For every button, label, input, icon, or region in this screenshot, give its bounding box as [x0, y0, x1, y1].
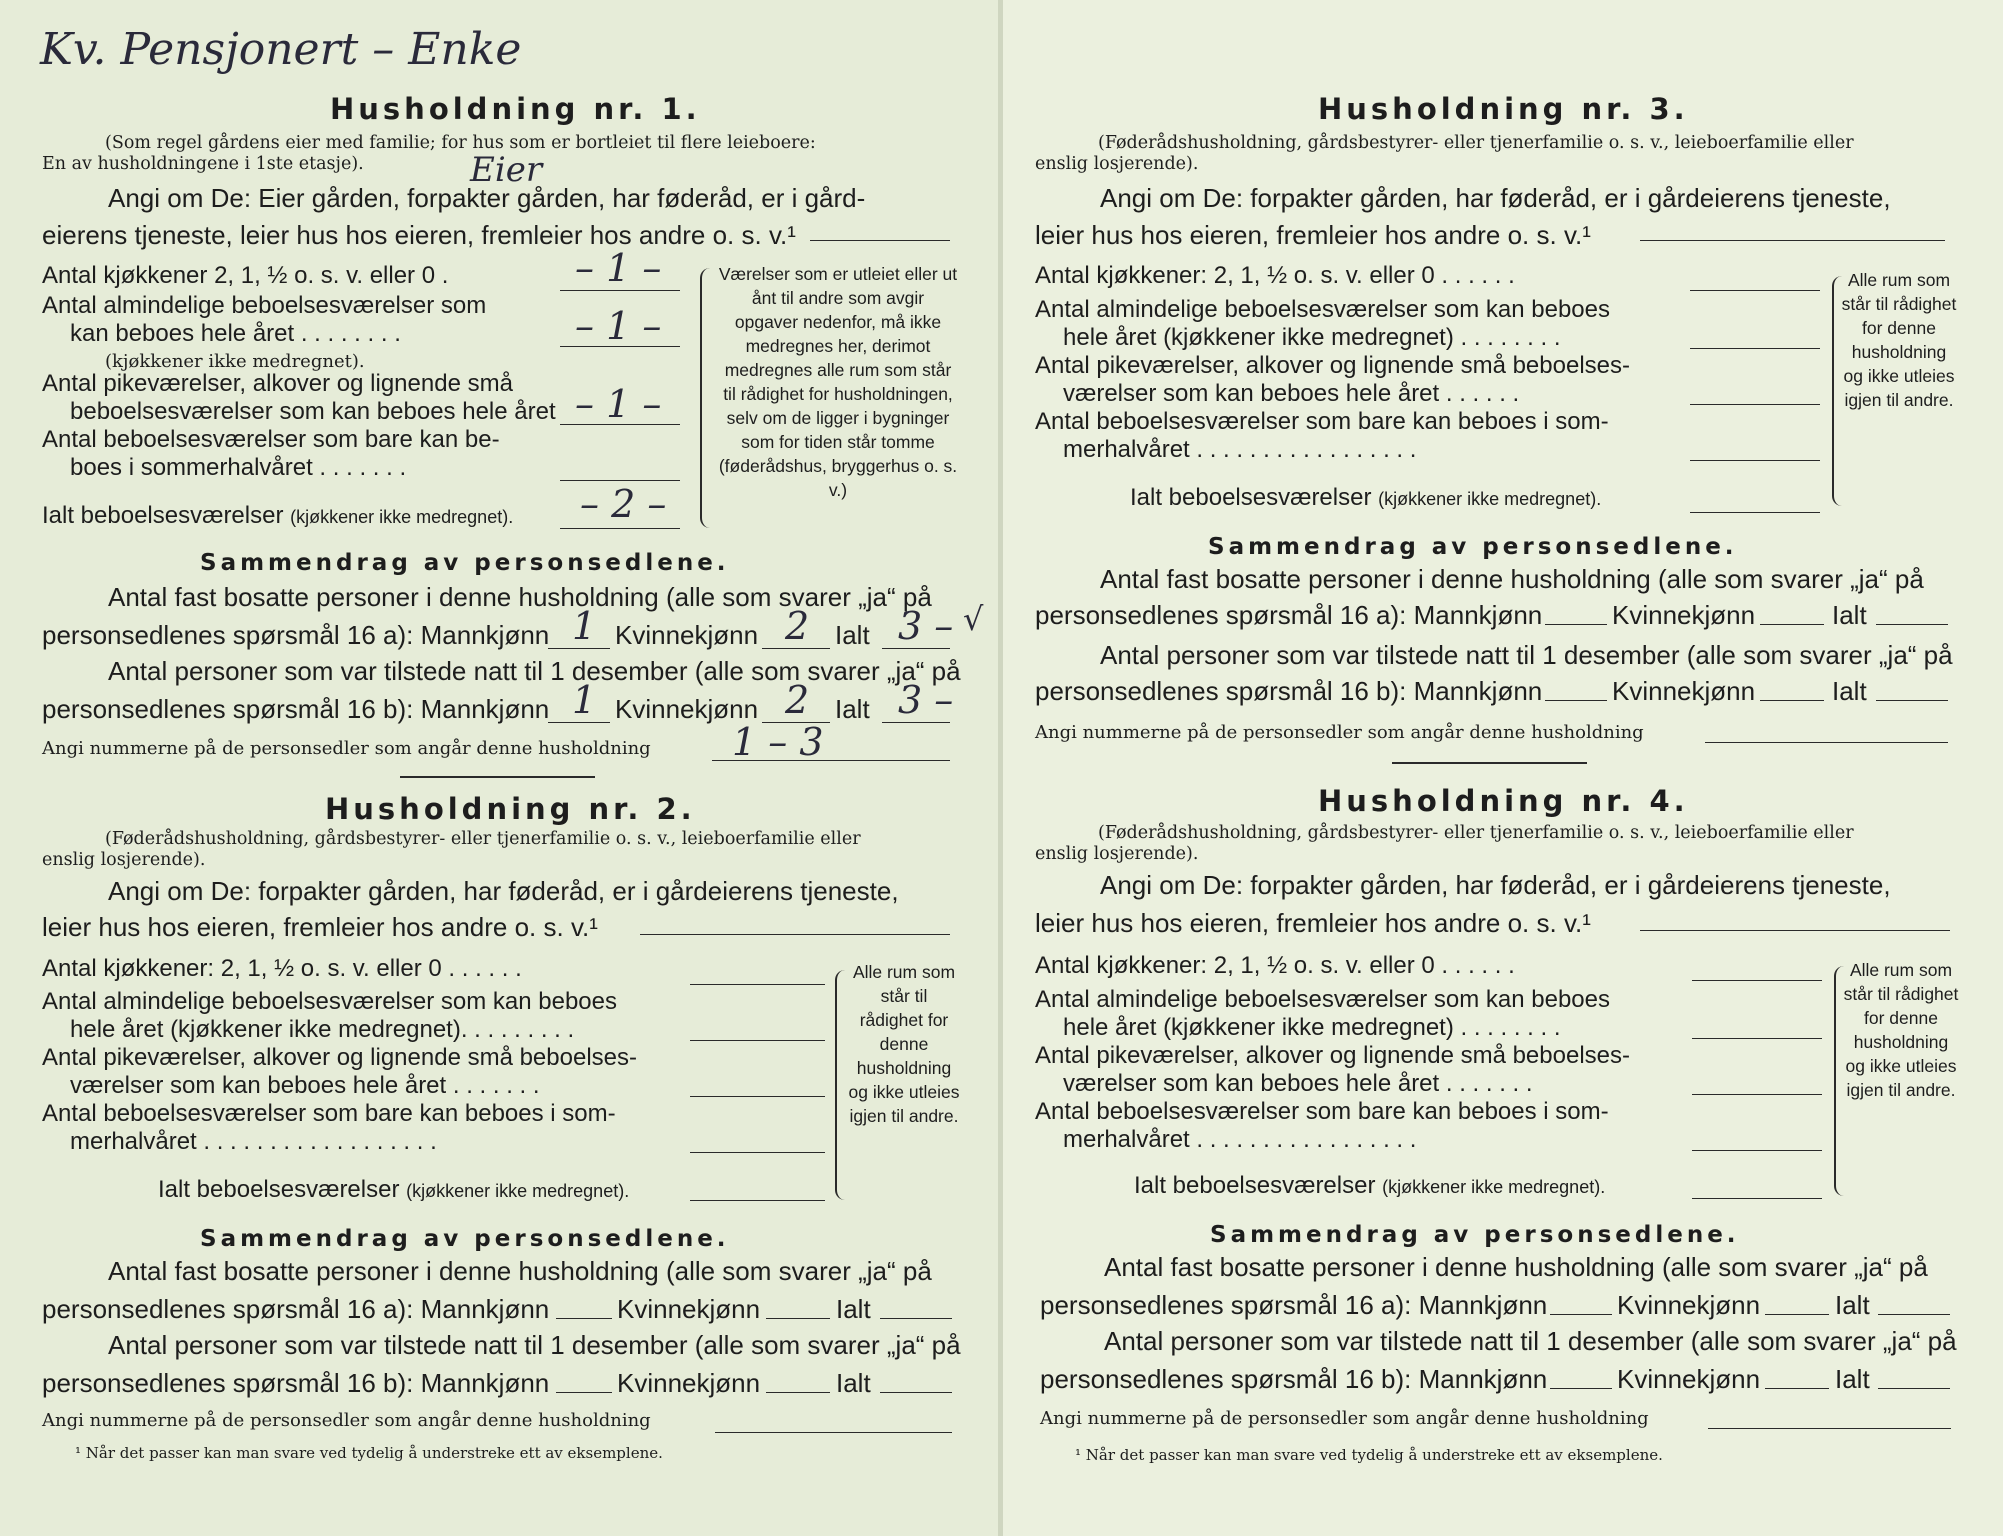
h3-title: Husholdning nr. 3. [1318, 92, 1689, 126]
h2-row-maid: Antal pikeværelser, alkover og lignende små beboelses- [42, 1044, 637, 1071]
h3-divider [1392, 762, 1587, 764]
h1-title: Husholdning nr. 1. [330, 92, 701, 126]
h4-nummer-label: Angi nummerne på de personsedler som angår denne husholdning [1040, 1408, 1649, 1429]
h1-s1-female-label: Kvinnekjønn [615, 620, 759, 650]
h1-s1-female: 2 [785, 604, 810, 648]
h4-note-line2: enslig losjerende). [1035, 844, 1199, 864]
h4-angi-line2: leier hus hos eieren, fremleier hos andre o. s. v.¹ [1035, 908, 1591, 938]
h1-row-rooms: Antal almindelige beboelsesværelser som [42, 292, 487, 319]
h1-nummer-value: 1 – 3 [732, 720, 824, 764]
h1-s2-female-label: Kvinnekjønn [615, 694, 759, 724]
h4-total-label: Ialt beboelsesværelser (kjøkkener ikke medregnet). [1134, 1172, 1606, 1199]
h2-row-rooms-2: hele året (kjøkkener ikke medregnet). . . . . . . . . [70, 1016, 575, 1043]
h3-s1-line1: Antal fast bosatte personer i denne husholdning (alle som svarer „ja“ på [1100, 564, 1924, 594]
h3-s2-line2: personsedlenes spørsmål 16 b): Mannkjønn [1035, 676, 1543, 706]
h1-side-brace [700, 268, 712, 528]
h3-angi-line1: Angi om De: forpakter gården, har føderåd, er i gårdeierens tjeneste, [1100, 183, 1891, 213]
h1-divider [400, 776, 595, 778]
h1-row-kitchens: Antal kjøkkener 2, 1, ½ o. s. v. eller 0 . [42, 262, 449, 289]
h4-row-rooms-2: hele året (kjøkkener ikke medregnet) . . . . . . . . [1063, 1014, 1561, 1041]
h1-s1-total: 3 – [898, 604, 954, 648]
h3-s1-line2: personsedlenes spørsmål 16 a): Mannkjønn [1035, 600, 1543, 630]
h4-row-rooms: Antal almindelige beboelsesværelser som kan beboes [1035, 986, 1610, 1013]
h2-row-rooms: Antal almindelige beboelsesværelser som kan beboes [42, 988, 617, 1015]
h2-s2-line2: personsedlenes spørsmål 16 b): Mannkjønn [42, 1368, 550, 1398]
h1-rooms-value: – 1 – [575, 304, 662, 348]
h2-nummer-label: Angi nummerne på de personsedler som angår denne husholdning [42, 1410, 651, 1431]
h1-row-maid: Antal pikeværelser, alkover og lignende små [42, 370, 513, 397]
h2-angi-line1: Angi om De: forpakter gården, har føderåd, er i gårdeierens tjeneste, [108, 876, 899, 906]
h3-note-line2: enslig losjerende). [1035, 154, 1199, 174]
h3-row-maid-2: værelser som kan beboes hele året . . . . . . [1063, 380, 1520, 407]
h2-side-text: Alle rum som står til rådighet for denne husholdning og ikke utleies igjen til andre. [848, 962, 960, 1126]
h3-s2-line1: Antal personer som var tilstede natt til 1 desember (alle som svarer „ja“ på [1100, 640, 1953, 670]
h3-summary-title: Sammendrag av personsedlene. [1208, 534, 1738, 560]
h4-s2-total-label: Ialt [1835, 1364, 1870, 1394]
h2-s1-total-label: Ialt [836, 1294, 871, 1324]
h1-row-maid-2: beboelsesværelser som kan beboes hele året [70, 398, 556, 425]
h1-s1-total-label: Ialt [835, 620, 870, 650]
h2-side-brace [835, 970, 847, 1200]
h1-s2-line2: personsedlenes spørsmål 16 b): Mannkjønn [42, 694, 550, 724]
h1-nummer-label: Angi nummerne på de personsedler som angår denne husholdning [42, 738, 651, 759]
h1-summary-title: Sammendrag av personsedlene. [200, 550, 730, 576]
h1-row-summer-2: boes i sommerhalvåret . . . . . . . [70, 454, 407, 481]
h1-s2-line1: Antal personer som var tilstede natt til 1 desember (alle som svarer „ja“ på [108, 656, 961, 686]
h1-s2-male: 1 [572, 678, 597, 722]
h1-s1-line2: personsedlenes spørsmål 16 a): Mannkjønn [42, 620, 550, 650]
h1-s2-total-label: Ialt [835, 694, 870, 724]
h3-row-maid: Antal pikeværelser, alkover og lignende små beboelses- [1035, 352, 1630, 379]
h4-s2-female-label: Kvinnekjønn [1617, 1364, 1761, 1394]
h1-row-rooms-2: kan beboes hele året . . . . . . . . [70, 320, 401, 347]
h3-side-text: Alle rum som står til rådighet for denne husholdning og ikke utleies igjen til andre. [1841, 270, 1957, 410]
h4-side-text: Alle rum som står til rådighet for denne husholdning og ikke utleies igjen til andre. [1843, 960, 1959, 1100]
h2-note-line1: (Føderådshusholdning, gårdsbestyrer- eller tjenerfamilie o. s. v., leieboerfamilie eller [105, 829, 861, 849]
h4-row-summer: Antal beboelsesværelser som bare kan beboes i som- [1035, 1098, 1609, 1125]
h3-s1-total-label: Ialt [1832, 600, 1867, 630]
h4-s1-line1: Antal fast bosatte personer i denne husholdning (alle som svarer „ja“ på [1104, 1252, 1928, 1282]
h1-s2-female: 2 [785, 678, 810, 722]
h4-row-maid-2: værelser som kan beboes hele året . . . . . . . [1063, 1070, 1533, 1097]
h1-s1-line1: Antal fast bosatte personer i denne husholdning (alle som svarer „ja“ på [108, 582, 932, 612]
h4-title: Husholdning nr. 4. [1318, 784, 1689, 818]
h3-row-rooms: Antal almindelige beboelsesværelser som kan beboes [1035, 296, 1610, 323]
h2-s1-line1: Antal fast bosatte personer i denne husholdning (alle som svarer „ja“ på [108, 1256, 932, 1286]
h4-s1-total-label: Ialt [1835, 1290, 1870, 1320]
handwritten-header: Kv. Pensjonert – Enke [40, 24, 522, 75]
h3-s2-total-label: Ialt [1832, 676, 1867, 706]
h1-side-text: Værelser som er utleiet eller ut ånt til andre som avgir opgaver nedenfor, må ikke medregnes her, derimot medregnes alle rum som står til rådighet for husholdningen, selv om de ligger i bygninger som for tiden står tomme (føderådshus, bryggerhus o. s. v.) [718, 264, 958, 500]
h2-total-label: Ialt beboelsesværelser (kjøkkener ikke medregnet). [158, 1176, 630, 1203]
h1-kitchens-value: – 1 – [575, 246, 662, 290]
h2-row-maid-2: værelser som kan beboes hele året . . . . . . . [70, 1072, 540, 1099]
h4-row-maid: Antal pikeværelser, alkover og lignende små beboelses- [1035, 1042, 1630, 1069]
h4-summary-title: Sammendrag av personsedlene. [1210, 1222, 1740, 1248]
h4-s1-line2: personsedlenes spørsmål 16 a): Mannkjønn [1040, 1290, 1548, 1320]
h2-angi-line2: leier hus hos eieren, fremleier hos andre o. s. v.¹ [42, 912, 598, 942]
h2-s2-total-label: Ialt [836, 1368, 871, 1398]
h2-row-summer-2: merhalvåret . . . . . . . . . . . . . . . . . . [70, 1128, 437, 1155]
h2-s2-line1: Antal personer som var tilstede natt til 1 desember (alle som svarer „ja“ på [108, 1330, 961, 1360]
h3-angi-line2: leier hus hos eieren, fremleier hos andre o. s. v.¹ [1035, 220, 1591, 250]
h3-row-rooms-2: hele året (kjøkkener ikke medregnet) . . . . . . . . [1063, 324, 1561, 351]
h4-note-line1: (Føderådshusholdning, gårdsbestyrer- eller tjenerfamilie o. s. v., leieboerfamilie eller [1098, 823, 1854, 843]
h1-total-label: Ialt beboelsesværelser (kjøkkener ikke medregnet). [42, 502, 514, 529]
h2-s1-female-label: Kvinnekjønn [617, 1294, 761, 1324]
h4-angi-line1: Angi om De: forpakter gården, har føderåd, er i gårdeierens tjeneste, [1100, 870, 1891, 900]
h1-s2-total: 3 – [898, 678, 954, 722]
h1-row-summer: Antal beboelsesværelser som bare kan be- [42, 426, 500, 453]
h3-note-line1: (Føderådshusholdning, gårdsbestyrer- eller tjenerfamilie o. s. v., leieboerfamilie eller [1098, 133, 1854, 153]
h2-row-kitchens: Antal kjøkkener: 2, 1, ½ o. s. v. eller 0 . . . . . . [42, 955, 522, 982]
h1-check-mark: √ [963, 600, 984, 638]
h3-row-summer: Antal beboelsesværelser som bare kan beboes i som- [1035, 408, 1609, 435]
h4-footnote: ¹ Når det passer kan man svare ved tydelig å understreke ett av eksemplene. [1075, 1446, 1663, 1464]
h3-total-label: Ialt beboelsesværelser (kjøkkener ikke medregnet). [1130, 484, 1602, 511]
h1-total-value: – 2 – [580, 482, 667, 526]
h1-rooms-note: (kjøkkener ikke medregnet). [105, 351, 365, 372]
h4-s2-line2: personsedlenes spørsmål 16 b): Mannkjønn [1040, 1364, 1548, 1394]
h3-row-kitchens: Antal kjøkkener: 2, 1, ½ o. s. v. eller 0 . . . . . . [1035, 262, 1515, 289]
h1-note-line2: En av husholdningene i 1ste etasje). [42, 154, 364, 174]
page-gutter [998, 0, 1003, 1536]
h2-footnote: ¹ Når det passer kan man svare ved tydelig å understreke ett av eksemplene. [75, 1444, 663, 1462]
h1-maid-value: – 1 – [575, 382, 662, 426]
h3-nummer-label: Angi nummerne på de personsedler som angår denne husholdning [1035, 722, 1644, 743]
h1-angi-line1: Angi om De: Eier gården, forpakter gården, har føderåd, er i gård- [108, 183, 866, 213]
h2-title: Husholdning nr. 2. [325, 792, 696, 826]
h1-angi-line2: eierens tjeneste, leier hus hos eieren, fremleier hos andre o. s. v.¹ [42, 220, 796, 250]
h2-s2-female-label: Kvinnekjønn [617, 1368, 761, 1398]
h4-s1-female-label: Kvinnekjønn [1617, 1290, 1761, 1320]
h2-summary-title: Sammendrag av personsedlene. [200, 1226, 730, 1252]
h1-note-line1: (Som regel gårdens eier med familie; for hus som er bortleiet til flere leieboere: [105, 133, 816, 153]
h3-row-summer-2: merhalvåret . . . . . . . . . . . . . . . . . [1063, 436, 1417, 463]
h1-angi-answer-line [810, 240, 950, 241]
h2-s1-line2: personsedlenes spørsmål 16 a): Mannkjønn [42, 1294, 550, 1324]
h3-s2-female-label: Kvinnekjønn [1612, 676, 1756, 706]
h3-s1-female-label: Kvinnekjønn [1612, 600, 1756, 630]
h4-row-summer-2: merhalvåret . . . . . . . . . . . . . . . . . [1063, 1126, 1417, 1153]
h4-s2-line1: Antal personer som var tilstede natt til 1 desember (alle som svarer „ja“ på [1104, 1326, 1957, 1356]
h1-s1-male: 1 [572, 604, 597, 648]
h2-row-summer: Antal beboelsesværelser som bare kan beboes i som- [42, 1100, 616, 1127]
h2-note-line2: enslig losjerende). [42, 850, 206, 870]
h1-angi-handwritten: Eier [470, 150, 543, 190]
h4-row-kitchens: Antal kjøkkener: 2, 1, ½ o. s. v. eller 0 . . . . . . [1035, 952, 1515, 979]
